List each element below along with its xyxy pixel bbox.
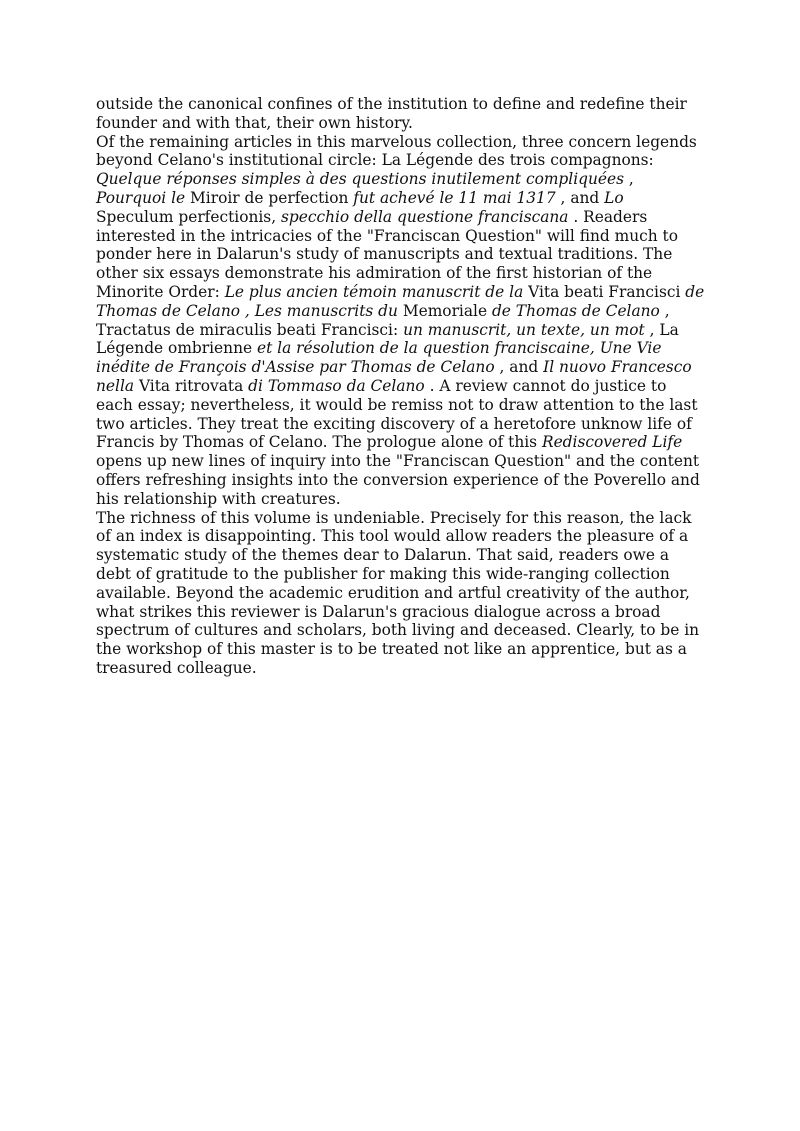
text-segment: , Tractatus de miraculis beati Francisci: xyxy=(96,301,670,339)
italic-title: fut achevé le 11 mai 1317 xyxy=(353,188,556,207)
italic-title: Quelque réponses simples à des questions inutilement compliquées xyxy=(96,170,625,189)
text-segment: Vita ritrovata xyxy=(134,376,249,395)
paragraph-articles xyxy=(96,133,706,509)
text-segment: , and xyxy=(494,358,544,377)
italic-title: Lo xyxy=(604,188,624,207)
italic-title: Le plus ancien témoin manuscrit de la xyxy=(224,282,524,301)
text-segment: , xyxy=(624,170,634,189)
text-segment: opens up new lines of inquiry into the "Franciscan Question" and the content offers refreshing insights into the conversion experience of the Poverello and his relationship with creatures. xyxy=(96,452,700,508)
text-segment: Of the remaining articles in this marvelous collection, three concern legends beyond Celano's institutional circle: La Légende des trois compagnons: xyxy=(96,132,697,170)
italic-title: un manuscrit, un texte, un mot xyxy=(403,320,645,339)
text-segment: outside the canonical confines of the institution to define and redefine their founder and with that, their own history. xyxy=(96,95,687,132)
text-segment: The richness of this volume is undeniable. Precisely for this reason, the lack of an index is disappointing. This tool would allow readers the pleasure of a systematic study of the themes dear to Dalarun. That said, readers owe a debt of gratitude to the publisher for making this wide-ranging collection available. Beyond the academic erudition and artful creativity of the author, what strikes this reviewer is Dalarun's gracious dialogue across a broad spectrum of cultures and scholars, both living and deceased. Clearly, to be in the workshop of this master is to be treated not like an apprentice, but as a treasured colleague. xyxy=(96,508,700,677)
document-page xyxy=(96,95,706,678)
italic-title: di Tommaso da Celano xyxy=(248,376,425,395)
italic-title: Rediscovered Life xyxy=(541,433,683,452)
text-segment: Miroir de perfection xyxy=(185,188,354,207)
text-segment: Vita beati Francisci xyxy=(523,282,686,301)
text-segment: Memoriale xyxy=(397,301,492,320)
text-segment: . A review cannot do justice to each essay; nevertheless, it would be remiss not to draw attention to the last two articles. They treat the exciting discovery of a heretofore unknow life of Francis by Thomas of Celano. The prologue alone of this xyxy=(96,376,698,452)
italic-title: Pourquoi le xyxy=(96,188,186,207)
paragraph-continuation xyxy=(96,95,706,133)
italic-title: Il nuovo Francesco nella xyxy=(96,358,692,395)
italic-title: specchio della questione franciscana xyxy=(281,207,569,226)
italic-title: et la résolution de la question franciscaine, Une Vie inédite de François d'Assise par Thomas de Celano xyxy=(96,339,662,377)
text-segment: , La Légende ombrienne xyxy=(96,320,679,358)
italic-title: de Thomas de Celano , Les manuscrits du xyxy=(96,282,705,320)
paragraph-conclusion xyxy=(96,509,706,678)
text-segment: Speculum perfectionis, xyxy=(96,207,281,226)
text-segment: , and xyxy=(555,188,605,207)
text-segment: . Readers interested in the intricacies of the "Franciscan Question" will find much to ponder here in Dalarun's study of manuscripts and textual traditions. The other six essays demonstrate his admiration of the first historian of the Minorite Order: xyxy=(96,207,679,301)
italic-title: de Thomas de Celano xyxy=(491,301,660,320)
